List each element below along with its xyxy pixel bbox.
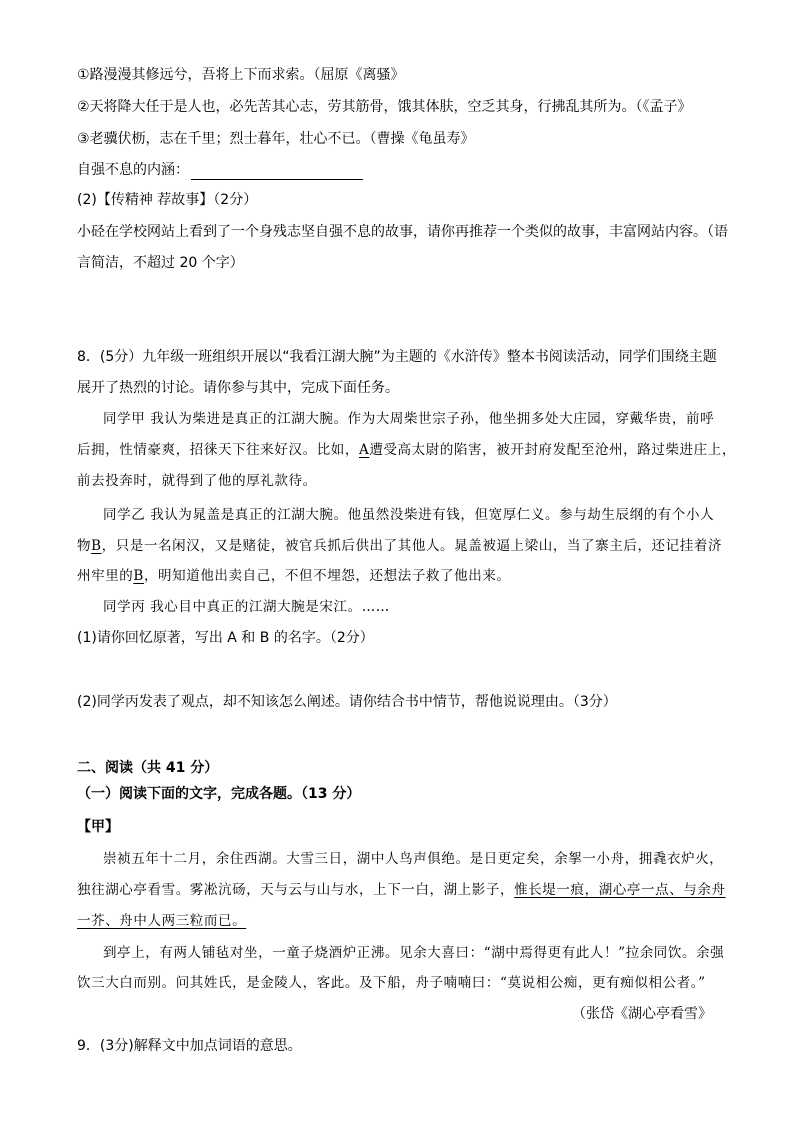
blank-b-2: B bbox=[133, 568, 144, 584]
answer-blank[interactable] bbox=[191, 165, 363, 180]
passage-source: （张岱《湖心亭看雪》 bbox=[572, 1006, 712, 1022]
student-b-text-2: ，只是一名闲汉，又是赌徒，被官兵抓后供出了其他人。晁盖被逼上梁山，当了寨主后，还记挂着济 bbox=[101, 538, 723, 554]
student-a-line-2 bbox=[77, 440, 736, 460]
student-a-line-1: 同学甲 我认为柴进是真正的江湖大腕。作为大周柴世宗子孙，他坐拥多处大庄园，穿戴华贵，前呼 bbox=[103, 411, 715, 427]
passage-underlined-2: 一芥、舟中人两三粒而已。 bbox=[77, 913, 247, 929]
quote-line-3: ③老骥伏枥，志在千里；烈士暮年，壮心不已。（曹操《龟虽寿》 bbox=[77, 131, 475, 147]
student-b-text-4: ，明知道他出卖自己，不但不埋怨，还想法子救了他出来。 bbox=[143, 568, 511, 584]
answer-prompt-line bbox=[77, 160, 363, 180]
question-8-sub-2: (2)同学丙发表了观点，却不知该怎么阐述。请你结合书中情节，帮他说说理由。（3分） bbox=[77, 694, 617, 710]
passage-underlined-1: 惟长堤一痕，湖心亭一点、与余舟 bbox=[514, 882, 726, 898]
question-8-sub-1: (1)请你回忆原著，写出 A 和 B 的名字。（2分） bbox=[77, 630, 374, 646]
answer-prompt-label: 自强不息的内涵： bbox=[77, 162, 189, 178]
student-a-text-2: 遭受高太尉的陷害，被开封府发配至沧州，路过柴进庄上， bbox=[369, 442, 736, 458]
passage-line-4: 到亭上，有两人铺毡对坐，一童子烧酒炉正沸。见余大喜曰：“湖中焉得更有此人！”拉余同饮。余强 bbox=[103, 945, 725, 961]
question-9: 9．(3分)解释文中加点词语的意思。 bbox=[77, 1038, 302, 1054]
blank-a: A bbox=[359, 442, 370, 458]
passage-jia-label: 【甲】 bbox=[77, 819, 119, 835]
passage-line-1: 崇祯五年十二月，余住西湖。大雪三日，湖中人鸟声俱绝。是日更定矣，余挐一小舟，拥毳衣炉火， bbox=[103, 851, 724, 867]
subquestion-2-body-1: 小硁在学校网站上看到了一个身残志坚自强不息的故事，请你再推荐一个类似的故事，丰富网站内容。（语 bbox=[77, 224, 728, 240]
part-1-heading: （一）阅读下面的文字，完成各题。（13 分） bbox=[77, 786, 361, 802]
student-a-line-3: 前去投奔时，就得到了他的厚礼款待。 bbox=[77, 473, 317, 489]
passage-line-2 bbox=[77, 880, 726, 900]
student-b-text-3: 州牢里的 bbox=[77, 568, 134, 584]
student-b-text-1: 物 bbox=[77, 538, 92, 554]
quote-line-1: ①路漫漫其修远兮，吾将上下而求索。（屈原《离骚》 bbox=[77, 67, 405, 83]
passage-line-5: 饮三大白而别。问其姓氏，是金陵人，客此。及下船，舟子喃喃曰：“莫说相公痴，更有痴似相公者。” bbox=[77, 975, 706, 991]
student-b-line-1: 同学乙 我认为晁盖是真正的江湖大腕。他虽然没柴进有钱，但宽厚仁义。参与劫生辰纲的有个小人 bbox=[103, 507, 715, 523]
section-2-heading: 二、阅读（共 41 分） bbox=[77, 760, 219, 776]
passage-text-2a: 独往湖心亭看雪。雾凇沆砀，天与云与山与水，上下一白，湖上影子， bbox=[77, 882, 515, 898]
subquestion-2-body-2: 言简洁，不超过 20 个字） bbox=[77, 255, 244, 271]
student-b-line-3 bbox=[77, 566, 511, 586]
subquestion-2-title: (2)【传精神 荐故事】（2分） bbox=[77, 192, 258, 208]
student-a-text-1: 后拥，性情豪爽，招徕天下往来好汉。比如， bbox=[77, 442, 359, 458]
quote-line-2: ②天将降大任于是人也，必先苦其心志，劳其筋骨，饿其体肤，空乏其身，行拂乱其所为。（《孟子》 bbox=[77, 99, 692, 115]
student-c-line: 同学丙 我心目中真正的江湖大腕是宋江。…… bbox=[103, 599, 390, 615]
passage-line-3 bbox=[77, 911, 246, 931]
blank-b-1: B bbox=[91, 538, 102, 554]
question-8-line-2: 展开了热烈的讨论。请你参与其中，完成下面任务。 bbox=[77, 380, 399, 396]
student-b-line-2 bbox=[77, 536, 722, 556]
question-8-line-1: 8．(5分）九年级一班组织开展以“我看江湖大腕”为主题的《水浒传》整本书阅读活动，同学们围绕主题 bbox=[77, 349, 717, 365]
